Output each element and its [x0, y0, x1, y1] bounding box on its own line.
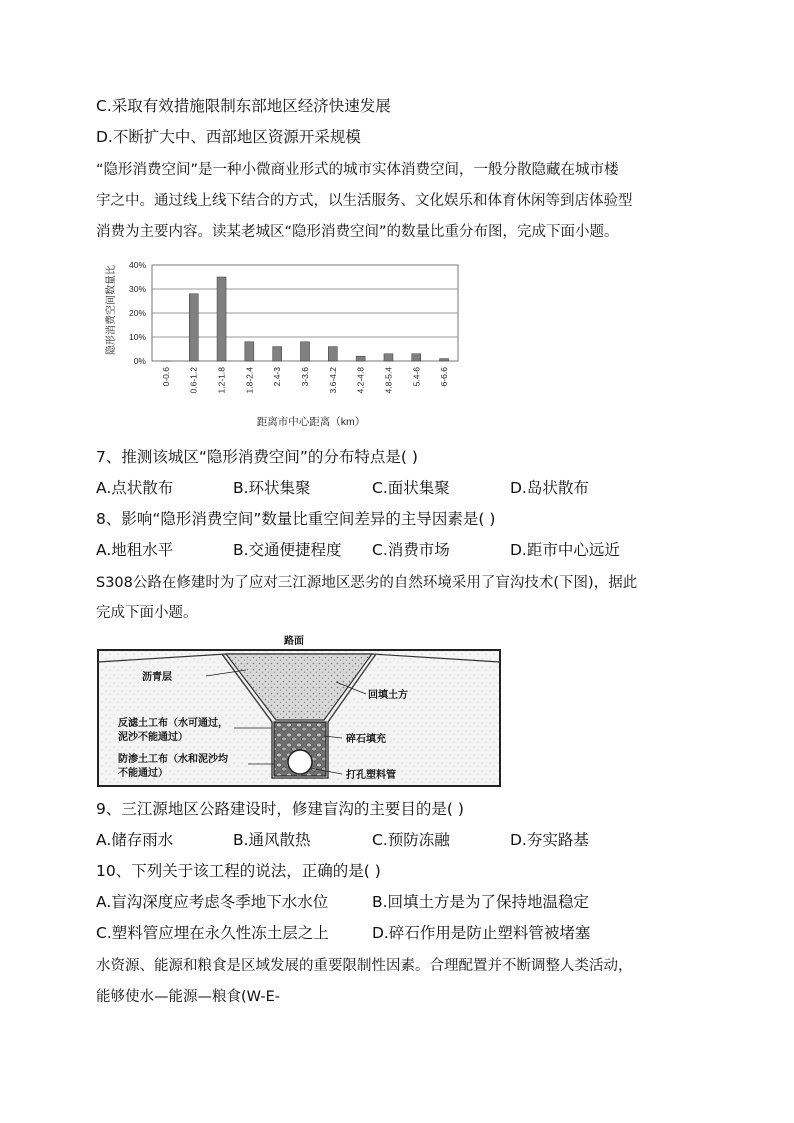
q9-option-d: D.夯实路基 — [510, 831, 589, 849]
chart-bar — [356, 356, 365, 361]
q10-stem: 10、下列关于该工程的说法，正确的是( ) — [96, 862, 381, 880]
chart-x-tick-label: 5.4-6 — [411, 367, 422, 387]
perforated-pipe — [288, 750, 312, 774]
q8-option-d: D.距市中心远近 — [510, 541, 620, 559]
q8-stem: 8、影响“隐形消费空间”数量比重空间差异的主导因素是( ) — [96, 510, 496, 528]
passage2-line1: S308公路在修建时为了应对三江源地区恶劣的自然环境采用了盲沟技术(下图)，据此 — [96, 575, 638, 591]
label-backfill: 回填土方 — [368, 690, 408, 701]
distance-bar-chart — [100, 255, 470, 435]
q9-option-c: C.预防冻融 — [372, 831, 450, 849]
q10-option-d: D.碎石作用是防止塑料管被堵塞 — [372, 924, 591, 942]
chart-y-tick-label: 10% — [128, 332, 146, 342]
passage3-line1: 水资源、能源和粮食是区域发展的重要限制性因素。合理配置并不断调整人类活动， — [96, 958, 633, 974]
chart-x-tick-label: 3.6-4.2 — [327, 367, 338, 394]
chart-x-tick-label: 0-0.6 — [160, 367, 171, 387]
passage2-line2: 完成下面小题。 — [96, 605, 198, 621]
chart-bar — [328, 347, 337, 361]
label-gravel: 碎石填充 — [346, 734, 386, 745]
chart-y-label: 隐形消费空间数量比 — [106, 265, 117, 355]
prev-option-d: D.不断扩大中、西部地区资源开采规模 — [96, 128, 361, 146]
chart-x-tick-label: 1.8-2.4 — [244, 367, 255, 394]
q9-option-a: A.储存雨水 — [96, 831, 174, 849]
chart-bar — [245, 342, 254, 361]
chart-bar — [301, 342, 310, 361]
chart-bar — [217, 277, 226, 361]
q7-stem: 7、推测该城区“隐形消费空间”的分布特点是( ) — [96, 448, 418, 466]
label-filter-cloth-1: 反滤土工布（水可通过， — [118, 718, 228, 729]
chart-y-tick-label: 20% — [128, 308, 146, 318]
q7-option-d: D.岛状散布 — [510, 479, 589, 497]
label-road-surface: 路面 — [284, 636, 304, 647]
passage3-line2: 能够使水—能源—粮食(W-E- — [96, 989, 281, 1005]
label-asphalt: 沥青层 — [142, 672, 172, 683]
chart-x-tick-label: 4.2-4.8 — [355, 367, 366, 394]
blind-ditch-diagram — [96, 632, 504, 790]
q9-option-b: B.通风散热 — [233, 831, 311, 849]
q8-option-c: C.消费市场 — [372, 541, 450, 559]
chart-bars — [161, 277, 448, 361]
chart-y-ticks — [129, 260, 146, 366]
q10-option-c: C.塑料管应埋在永久性冻土层之上 — [96, 924, 329, 942]
passage1-line1: “隐形消费空间”是一种小微商业形式的城市实体消费空间，一般分散隐藏在城市楼 — [96, 162, 619, 178]
q8-option-b: B.交通便捷程度 — [233, 541, 342, 559]
q8-option-a: A.地租水平 — [96, 541, 174, 559]
label-pipe: 打孔塑料管 — [346, 770, 396, 781]
chart-bar — [384, 354, 393, 361]
q10-option-a: A.盲沟深度应考虑冬季地下水水位 — [96, 893, 329, 911]
passage1-line3: 消费为主要内容。读某老城区“隐形消费空间”的数量比重分布图，完成下面小题。 — [96, 224, 619, 240]
label-seepage-cloth-1: 防渗土工布（水和泥沙均 — [118, 754, 228, 765]
chart-x-tick-label: 1.2-1.8 — [216, 367, 227, 394]
chart-x-label: 距离市中心距离（km） — [256, 416, 366, 428]
label-filter-cloth-2: 泥沙不能通过） — [118, 732, 188, 743]
chart-bar — [412, 354, 421, 361]
chart-bar — [440, 359, 449, 361]
chart-x-tick-label: 3-3.6 — [300, 367, 310, 387]
chart-bar — [273, 347, 282, 361]
chart-y-tick-label: 30% — [128, 284, 146, 294]
passage1-line2: 宇之中。通过线上线下结合的方式，以生活服务、文化娱乐和体育休闲等到店体验型 — [96, 193, 633, 209]
chart-x-tick-label: 6-6.6 — [439, 367, 450, 387]
chart-x-ticks — [161, 367, 449, 394]
q7-option-b: B.环状集聚 — [233, 479, 311, 497]
label-seepage-cloth-2: 不能通过） — [118, 768, 168, 779]
chart-x-tick-label: 2.4-3 — [272, 367, 283, 387]
q9-stem: 9、三江源地区公路建设时，修建盲沟的主要目的是( ) — [96, 800, 464, 818]
prev-option-c: C.采取有效措施限制东部地区经济快速发展 — [96, 97, 391, 115]
chart-x-tick-label: 0.6-1.2 — [188, 367, 199, 394]
chart-bar — [189, 294, 198, 361]
q7-option-a: A.点状散布 — [96, 479, 174, 497]
q7-option-c: C.面状集聚 — [372, 479, 450, 497]
chart-y-tick-label: 0% — [133, 356, 146, 366]
chart-y-tick-label: 40% — [128, 260, 146, 270]
q10-option-b: B.回填土方是为了保持地温稳定 — [372, 893, 590, 911]
chart-x-tick-label: 4.8-5.4 — [383, 367, 394, 394]
